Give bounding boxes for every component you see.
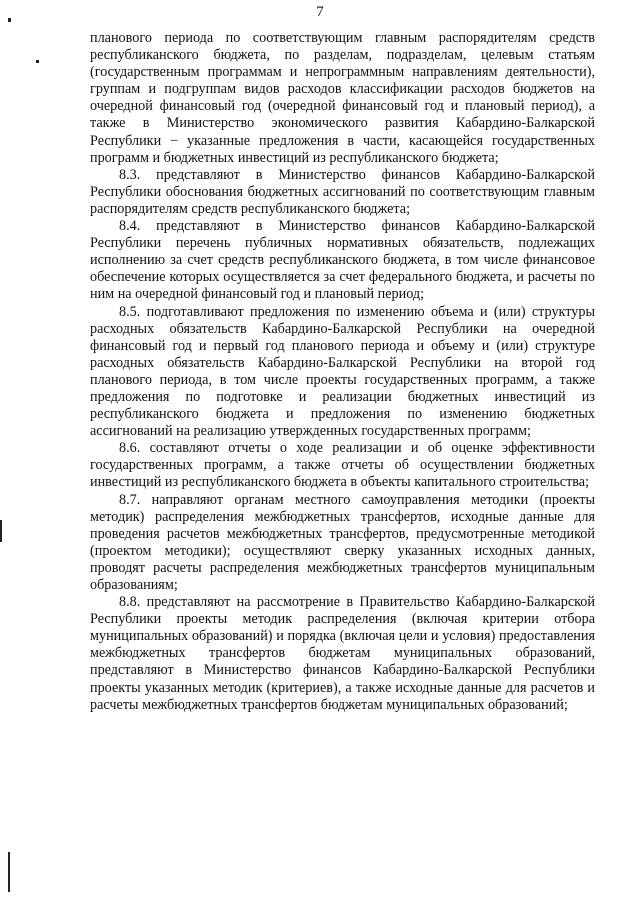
- scan-mark-bottom: [8, 852, 10, 892]
- scan-mark-upper: [36, 60, 39, 63]
- paragraph-8-8: 8.8. представляют на рассмотрение в Правительство Кабардино-Балкарской Республики проекты методик распределения (включая критерии отбора муниципальных образований) и порядка (включая цели и условия) предоставления межбюджетных трансфертов бюджетам муниципальных образований, представляют в Министерство финансов Кабардино-Балкарской Республики проекты указанных методик (критериев), а также исходные данные для расчетов и расчеты межбюджетных трансфертов бюджетам муниципальных образований;: [90, 594, 595, 713]
- page-number: 7: [316, 4, 324, 20]
- document-body: [90, 30, 595, 714]
- paragraph-8-5: 8.5. подготавливают предложения по изменению объема и (или) структуры расходных обязательств Кабардино-Балкарской Республики на очередной финансовый год и первый год планового периода и объему и (или) структуре расходных обязательств Кабардино-Балкарской Республики на второй год планового периода, в том числе проекты государственных программ, а также предложения по подготовке и реализации бюджетных инвестиций из республиканского бюджета и предложения по изменению бюджетных ассигнований на реализацию утвержденных государственных программ;: [90, 303, 595, 440]
- paragraph-8-6: 8.6. составляют отчеты о ходе реализации и об оценке эффективности государственных программ, а также отчеты об осуществлении бюджетных инвестиций из республиканского бюджета в объекты капитального строительства;: [90, 440, 595, 491]
- scan-mark-left-edge: [0, 520, 2, 542]
- paragraph-8-7: 8.7. направляют органам местного самоуправления методики (проекты методик) распределения межбюджетных трансфертов, исходные данные для проведения расчетов межбюджетных трансфертов, предусмотренные методикой (проектом методики); осуществляют сверку указанных исходных данных, проводят расчеты распределения межбюджетных трансфертов муниципальным образованиям;: [90, 491, 595, 593]
- paragraph-8-4: 8.4. представляют в Министерство финансов Кабардино-Балкарской Республики перечень публичных нормативных обязательств, подлежащих исполнению за счет средств республиканского бюджета, в том числе финансовое обеспечение которых осуществляется за счет федерального бюджета, и расчеты по ним на очередной финансовый год и плановый период;: [90, 218, 595, 303]
- paragraph-8-3: 8.3. представляют в Министерство финансов Кабардино-Балкарской Республики обоснования бюджетных ассигнований по соответствующим главным распорядителям средств республиканского бюджета;: [90, 166, 595, 217]
- scan-mark-top: [8, 18, 11, 22]
- paragraph-continuation: планового периода по соответствующим главным распорядителям средств республиканского бюджета, по разделам, подразделам, целевым статьям (государственным программам и непрограммным направлениям деятельности), группам и подгруппам видов расходов классификации расходов бюджетов на очередной финансовый год (очередной финансовый год и плановый период), а также в Министерство экономического развития Кабардино-Балкарской Республики − указанные предложения в части, касающейся государственных программ и бюджетных инвестиций из республиканского бюджета;: [90, 30, 595, 166]
